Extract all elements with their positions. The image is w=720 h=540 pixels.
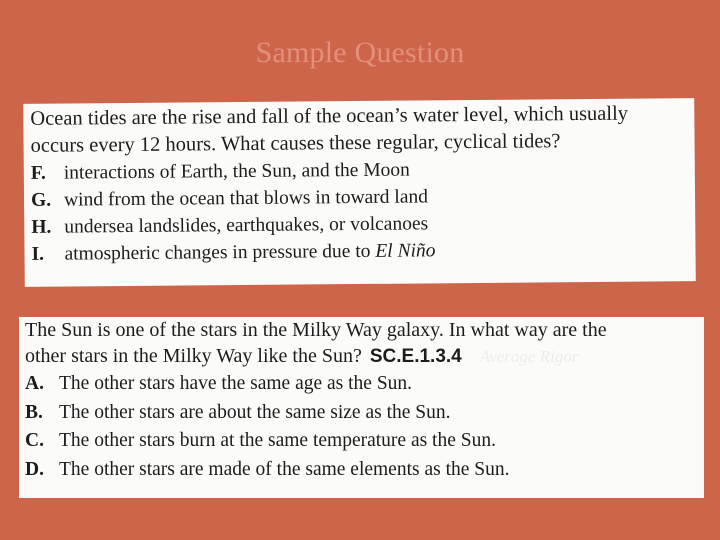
- option-letter: I.: [31, 243, 45, 265]
- question-stem-line-2: occurs every 12 hours. What causes these regular, cyclical tides?: [30, 130, 561, 157]
- question-stem: [30, 100, 686, 160]
- option-letter: B.: [25, 401, 43, 423]
- option-text: [64, 237, 435, 267]
- answer-option-i: [31, 235, 687, 268]
- option-letter: D.: [25, 458, 44, 480]
- option-text: wind from the ocean that blows in toward land: [63, 186, 429, 211]
- question-card-stars: [19, 317, 704, 498]
- option-text: undersea landslides, earthquakes, or volcanoes: [64, 213, 429, 238]
- answer-option-c: [25, 427, 698, 456]
- option-letter: H.: [31, 216, 52, 238]
- option-text: interactions of Earth, the Sun, and the Moon: [63, 159, 410, 184]
- question-stem-line-1: Ocean tides are the rise and fall of the ocean’s water level, which usually: [30, 102, 629, 130]
- option-letter: A.: [25, 373, 44, 394]
- option-letter: F.: [30, 162, 46, 184]
- answer-option-d: [25, 456, 698, 485]
- option-letter: G.: [30, 189, 52, 211]
- question-stem-line-1: The Sun is one of the stars in the Milky Way galaxy. In what way are the: [25, 319, 607, 341]
- option-text: The other stars are about the same size as the Sun.: [59, 401, 451, 423]
- option-letter: C.: [25, 430, 44, 451]
- slide-title: Sample Question: [255, 36, 465, 69]
- option-text: The other stars burn at the same temperature as the Sun.: [59, 430, 496, 451]
- option-text-italic: El Niño: [375, 240, 436, 262]
- option-text: The other stars are made of the same elements as the Sun.: [59, 458, 510, 480]
- option-text-plain: atmospheric changes in pressure due to: [64, 240, 376, 265]
- answer-option-a: [25, 370, 698, 399]
- option-text: The other stars have the same age as the Sun.: [59, 373, 413, 394]
- rigor-watermark: Average Rigor: [479, 347, 579, 366]
- question-stem-line-2: other stars in the Milky Way like the Sun?: [25, 345, 362, 367]
- standard-code: SC.E.1.3.4: [369, 346, 462, 367]
- question-stem: [25, 317, 698, 370]
- answer-option-b: [25, 399, 698, 428]
- question-card-tides: [23, 98, 696, 287]
